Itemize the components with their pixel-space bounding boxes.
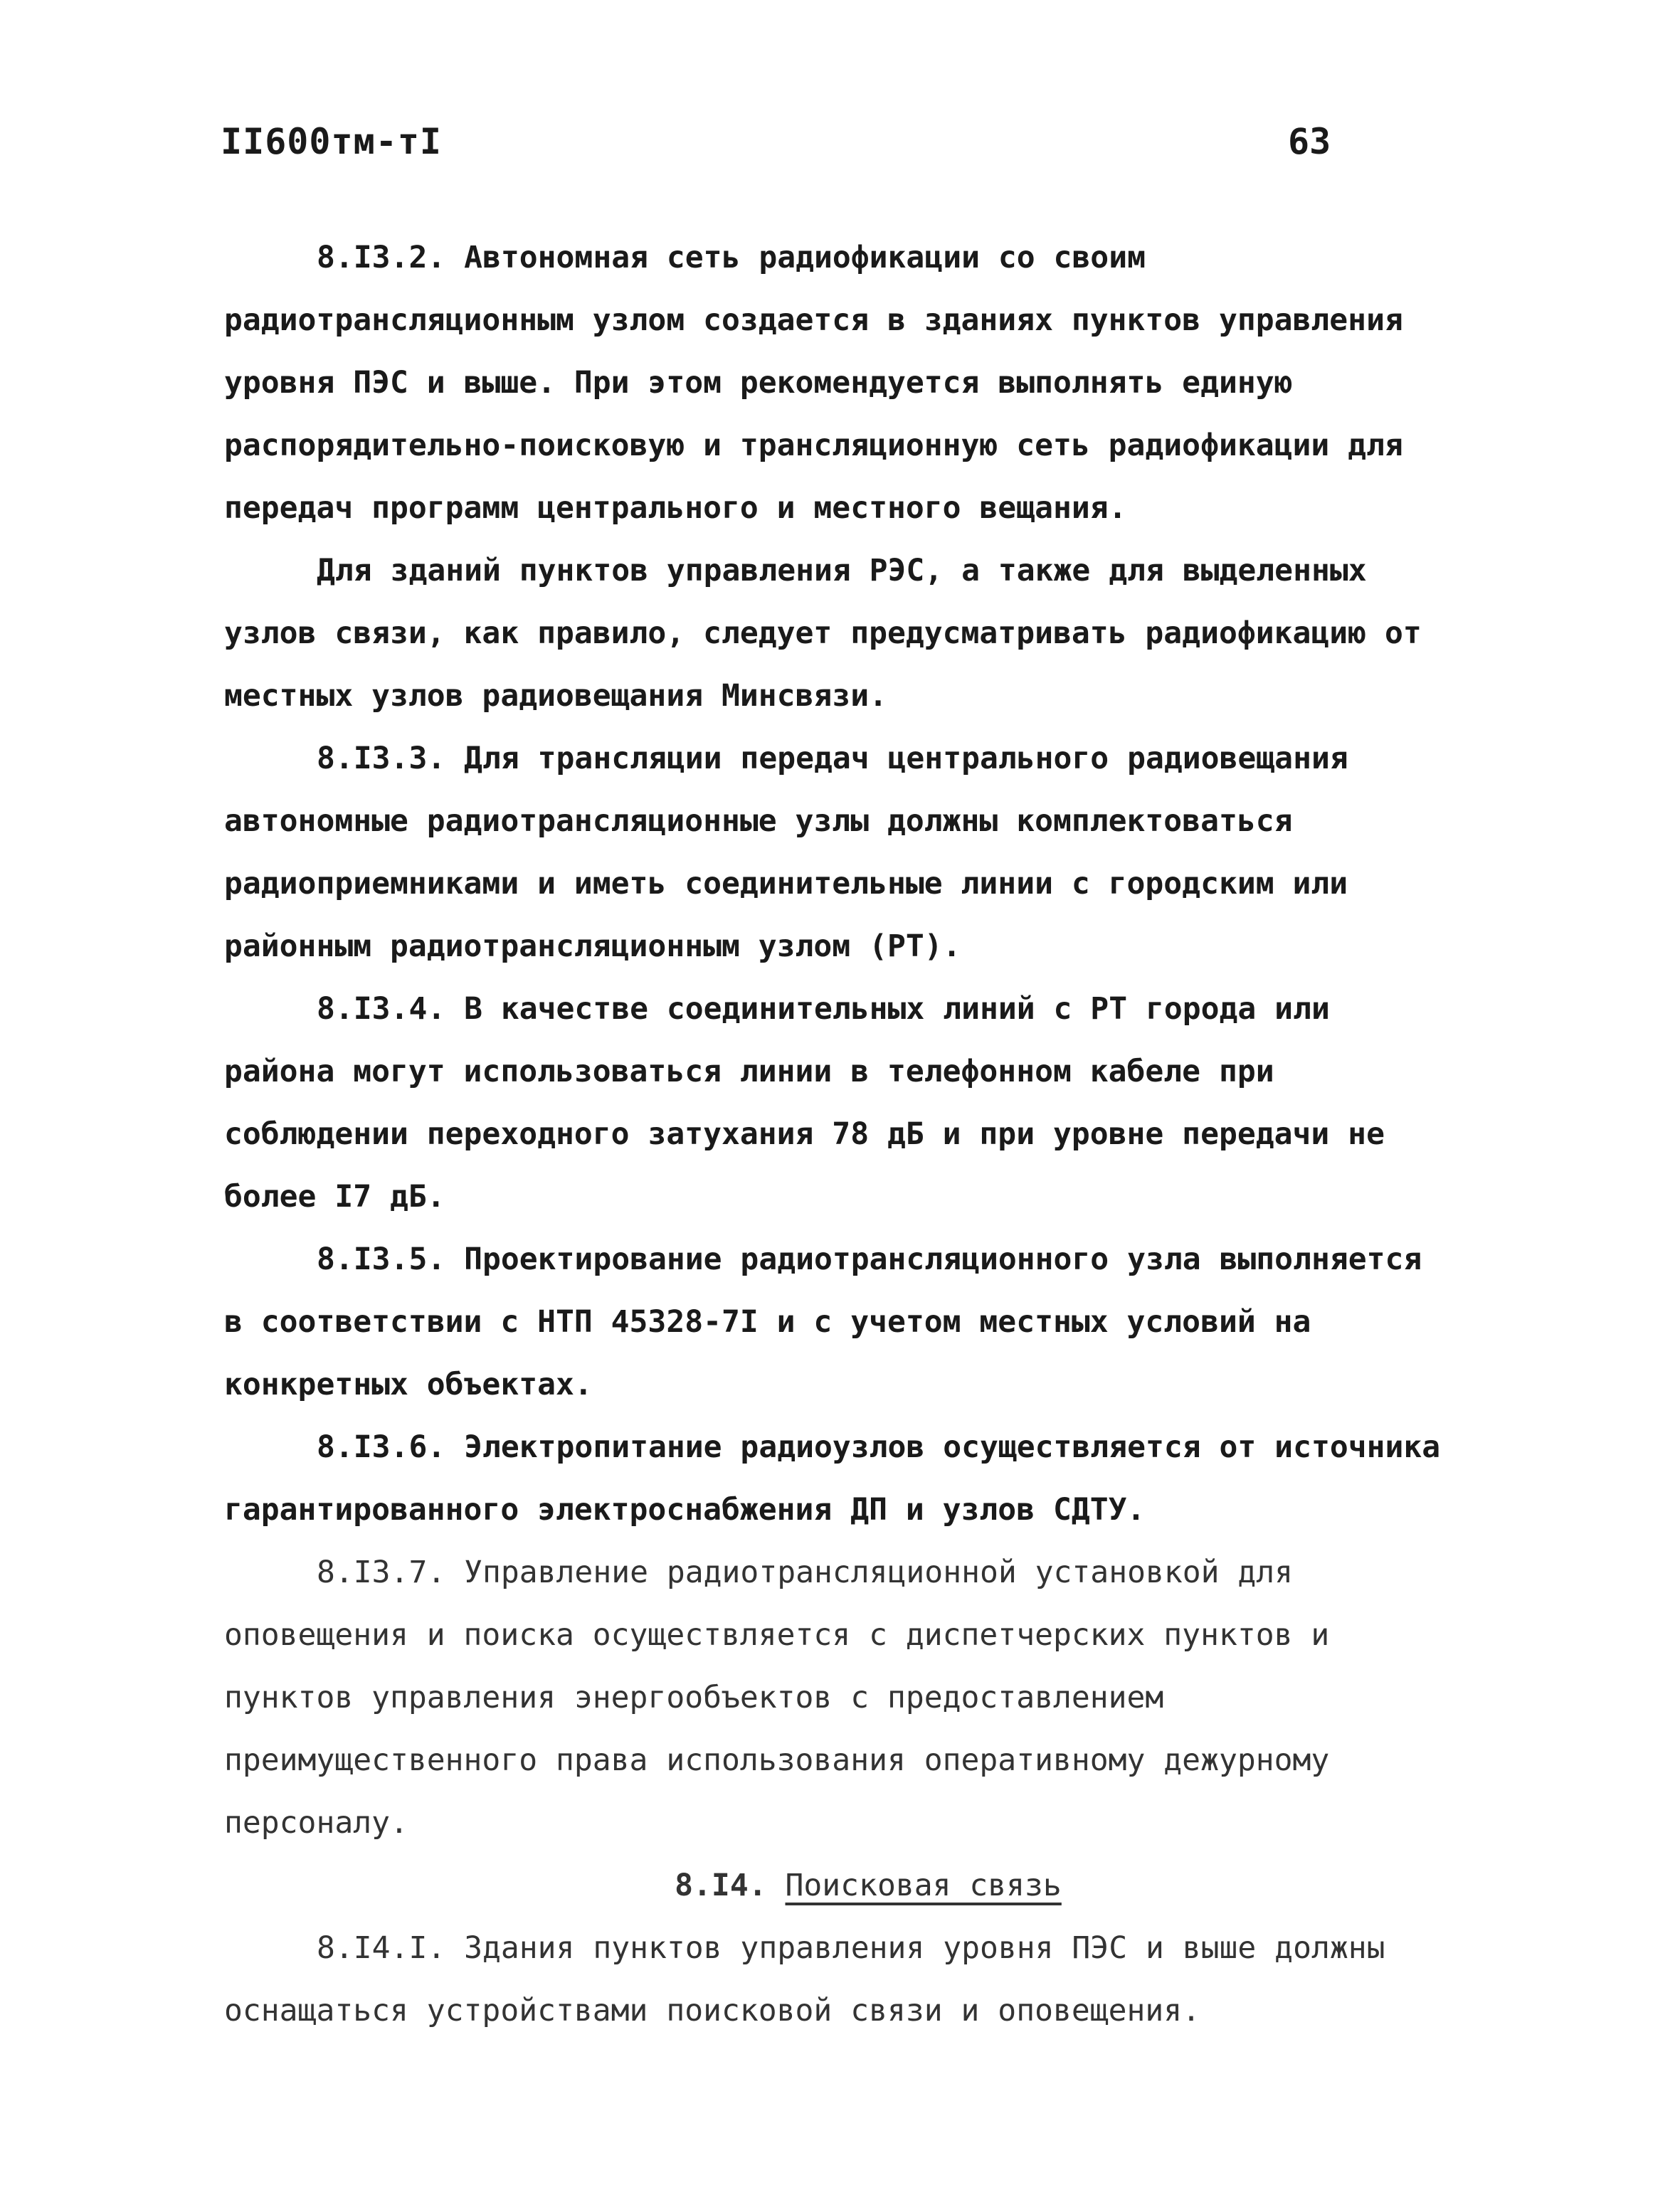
paragraph-8-13-2: 8.I3.2. Автономная сеть радиофикации со своим радиотрансляционным узлом создается в зданиях пунктов управления уровня ПЭС и выше. При этом рекомендуется выполнять единую распорядительно-поисковую и трансляционную сеть радиофикации для передач программ центрального и местного вещания.	[224, 240, 1403, 526]
paragraph-8-14-1: 8.I4.I. Здания пунктов управления уровня ПЭС и выше должны оснащаться устройствами поисковой связи и оповещения.	[224, 1930, 1385, 2028]
paragraph-res-radiofication: Для зданий пунктов управления РЭС, а также для выделенных узлов связи, как правило, следует предусматривать радиофикацию от местных узлов радиовещания Минсвязи.	[224, 553, 1422, 714]
document-code: II600тм-тI	[221, 121, 443, 162]
section-heading	[224, 1854, 1455, 1917]
paragraph-8-13-7: 8.I3.7. Управление радиотрансляционной установкой для оповещения и поиска осуществляется с диспетчерских пунктов и пунктов управления энергообъектов с предоставлением преимущественного права использования оперативному дежурному персоналу.	[224, 1555, 1330, 1841]
paragraph-8-13-3: 8.I3.3. Для трансляции передач центрального радиовещания автономные радиотрансляционные узлы должны комплектоваться радиоприемниками и иметь соединительные линии с городским или районным радиотрансляционным узлом (РТ).	[224, 741, 1348, 964]
section-title: Поисковая связь	[785, 1868, 1062, 1903]
page-number: 63	[1288, 121, 1331, 162]
paragraph-8-13-6: 8.I3.6. Электропитание радиоузлов осуществляется от источника гарантированного электроснабжения ДП и узлов СДТУ.	[224, 1429, 1441, 1528]
paragraph-8-13-5: 8.I3.5. Проектирование радиотрансляционного узла выполняется в соответствии с НТП 45328-7I и с учетом местных условий на конкретных объектах.	[224, 1242, 1422, 1402]
section-number: 8.I4.	[675, 1868, 767, 1903]
paragraph-8-13-4: 8.I3.4. В качестве соединительных линий с РТ города или района могут использоваться линии в телефонном кабеле при соблюдении переходного затухания 78 дБ и при уровне передачи не более I7 дБ.	[224, 991, 1385, 1215]
document-body	[224, 226, 1455, 2042]
